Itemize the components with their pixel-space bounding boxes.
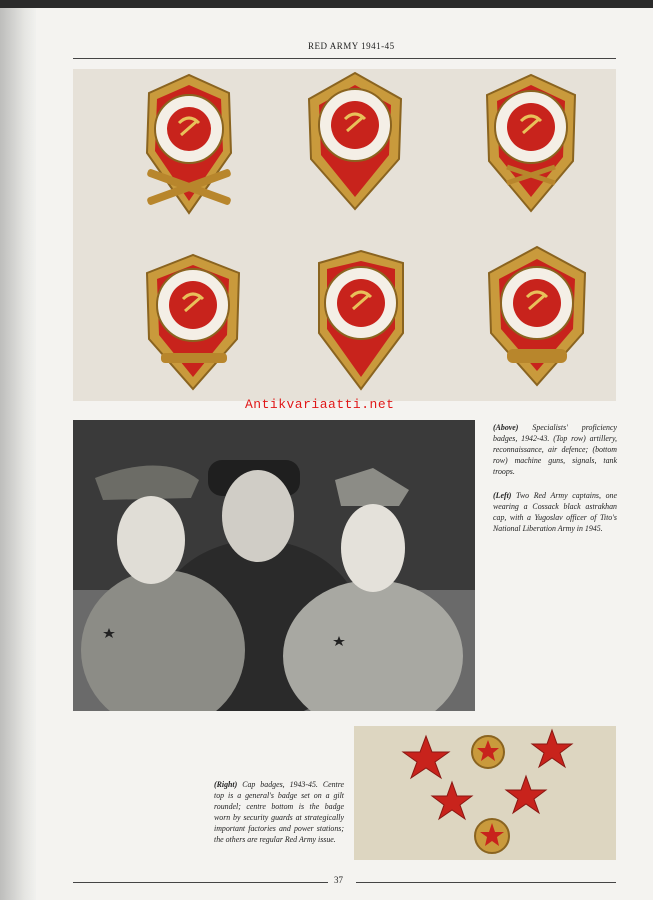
- badge-machine-guns: [139, 249, 247, 397]
- artillery-badge-graphic: [135, 73, 243, 221]
- footer-rule-left: [73, 882, 328, 883]
- caption-right: [214, 779, 344, 845]
- reconnaissance-badge-graphic: [301, 69, 409, 217]
- top-edge-bar: [0, 0, 653, 8]
- cap-badge-security-guards: [475, 819, 509, 853]
- badge-air-defence: [477, 71, 585, 219]
- caption-left: [493, 490, 617, 534]
- caption-above-lead: (Above): [493, 423, 519, 432]
- page-number: 37: [334, 875, 343, 885]
- badge-artillery: [135, 73, 243, 221]
- caption-right-lead: (Right): [214, 780, 238, 789]
- proficiency-badges-photo: [73, 69, 616, 401]
- badge-signals: [307, 249, 415, 397]
- caption-above: [493, 422, 617, 477]
- cap-badges-photo: [354, 726, 616, 860]
- caption-left-lead: (Left): [493, 491, 512, 500]
- header-rule: [73, 58, 616, 59]
- red-army-captains-photo: [73, 420, 475, 711]
- caption-above-text: Specialists' proficiency badges, 1942-43. (Top row) artillery, reconnaissance, air defence; (bottom row) machine guns, signals, tank troops.: [493, 423, 617, 476]
- cap-badge-general-roundel: [472, 736, 504, 768]
- tank-troops-badge-graphic: [483, 245, 591, 393]
- machine-guns-badge-graphic: [139, 249, 247, 397]
- caption-right-text: Cap badges, 1943-45. Centre top is a general's badge set on a gilt roundel; centre bottom is the badge worn by security guards at strategically important factories and power stations; the others are regular Red Army issue.: [214, 780, 344, 844]
- running-title: RED ARMY 1941-45: [308, 41, 395, 51]
- badge-reconnaissance: [301, 69, 409, 217]
- captains-photo-graphic: [73, 420, 475, 711]
- watermark-text: Antikvariaatti.net: [245, 397, 395, 412]
- air-defence-badge-graphic: [477, 71, 585, 219]
- signals-badge-graphic: [307, 249, 415, 397]
- footer-rule-right: [356, 882, 616, 883]
- caption-left-text: Two Red Army captains, one wearing a Cossack black astrakhan cap, with a Yugoslav officer of Tito's National Liberation Army in 1945.: [493, 491, 617, 533]
- book-spine-shadow: [0, 8, 36, 900]
- badge-tank-troops: [483, 245, 591, 393]
- cap-badges-graphic: [354, 726, 616, 860]
